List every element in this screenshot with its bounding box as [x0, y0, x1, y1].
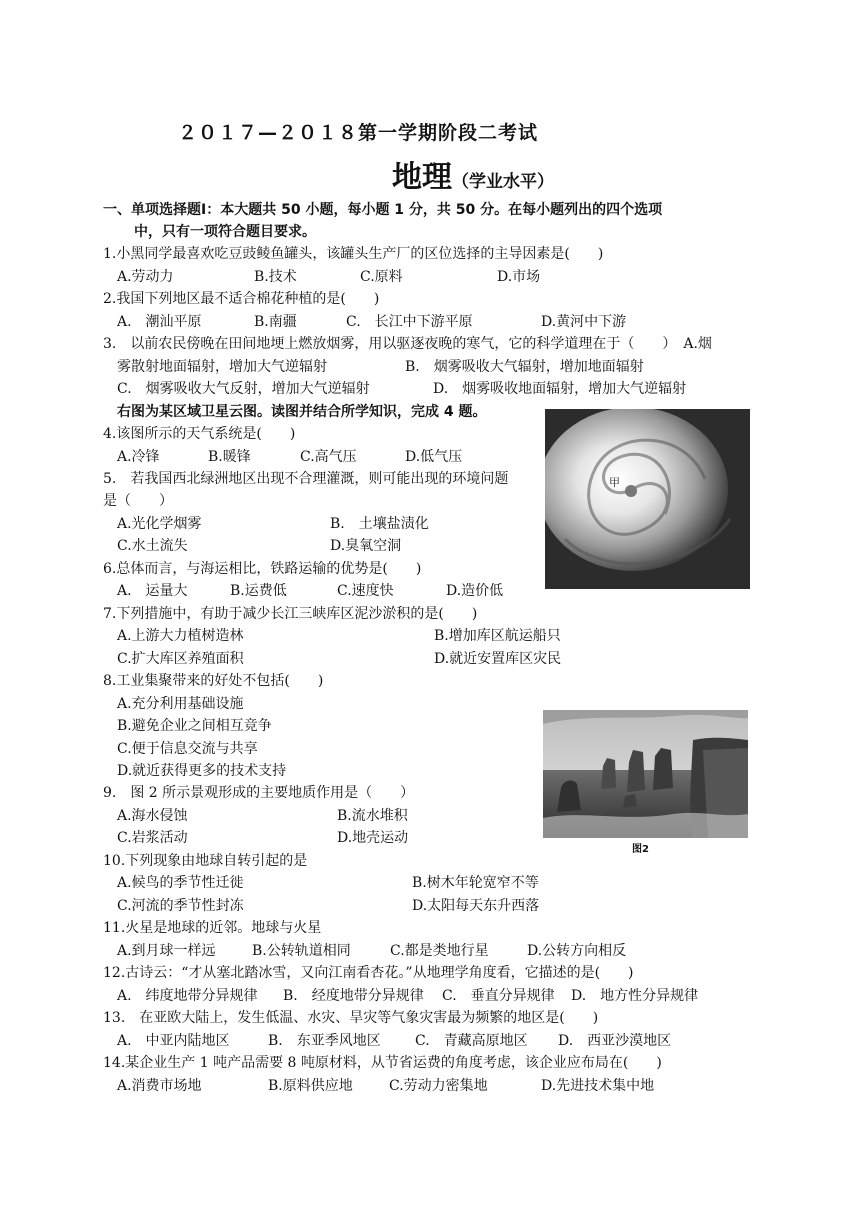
question-2: 2.我国下列地区最不适合棉花种植的是( ) [103, 291, 380, 307]
satellite-cloud-image [545, 409, 750, 589]
q8-option-b: B.避免企业之间相互竞争 [117, 718, 272, 734]
q9-option-d: D.地壳运动 [337, 830, 409, 846]
q5-option-a: A.光化学烟雾 [117, 516, 202, 532]
coastal-landscape-image [543, 710, 748, 838]
q13-option-d: D. 西亚沙漠地区 [558, 1033, 672, 1049]
question-10: 10.下列现象由地球自转引起的是 [103, 853, 308, 869]
q9-option-b: B.流水堆积 [337, 808, 408, 824]
q4-option-d: D.低气压 [405, 449, 463, 465]
subject-name: 地理 [392, 160, 452, 195]
q14-option-c: C.劳动力密集地 [389, 1078, 488, 1094]
typhoon-svg [545, 409, 750, 589]
q8-option-a: A.充分利用基础设施 [117, 696, 244, 712]
q9-option-c: C.岩浆活动 [117, 830, 188, 846]
question-9: 9. 图 2 所示景观形成的主要地质作用是（ ） [103, 785, 415, 801]
q3-option-d: D. 烟雾吸收地面辐射，增加大气逆辐射 [433, 381, 687, 397]
q12-option-a: A. 纬度地带分异规律 [117, 988, 258, 1004]
q2-option-a: A. 潮汕平原 [117, 314, 202, 330]
figure-2-caption: 图2 [632, 844, 649, 855]
q14-option-d: D.先进技术集中地 [541, 1078, 655, 1094]
question-8: 8.工业集聚带来的好处不包括( ) [103, 673, 324, 689]
q4-option-a: A.冷锋 [117, 449, 160, 465]
q3-option-c: C. 烟雾吸收大气反射，增加大气逆辐射 [117, 381, 370, 397]
q10-option-d: D.太阳每天东升西落 [412, 898, 540, 914]
question-14: 14.某企业生产 1 吨产品需要 8 吨原材料，从节省运费的角度考虑，该企业应布局在( ) [103, 1055, 662, 1071]
q7-option-d: D.就近安置库区灾民 [434, 651, 562, 667]
figure-intro: 右图为某区域卫星云图。读图并结合所学知识，完成 4 题。 [117, 404, 487, 420]
sea-stacks-svg [543, 710, 748, 838]
q10-option-c: C.河流的季节性封冻 [117, 898, 244, 914]
section-heading-line1: 一、单项选择题Ⅰ：本大题共 50 小题，每小题 1 分，共 50 分。在每小题列出的四个选项 [103, 202, 663, 218]
q3-option-b: B. 烟雾吸收大气辐射，增加地面辐射 [405, 359, 644, 375]
q1-option-c: C.原料 [360, 269, 403, 285]
q12-option-c: C. 垂直分异规律 [442, 988, 555, 1004]
q8-option-c: C.便于信息交流与共享 [117, 741, 258, 757]
q1-option-d: D.市场 [497, 269, 541, 285]
q12-option-b: B. 经度地带分异规律 [283, 988, 424, 1004]
q5-option-c: C.水土流失 [117, 538, 188, 554]
q4-option-c: C.高气压 [300, 449, 357, 465]
q14-option-b: B.原料供应地 [268, 1078, 353, 1094]
question-6: 6.总体而言，与海运相比，铁路运输的优势是( ) [103, 561, 422, 577]
subject-heading [392, 152, 554, 196]
q7-option-a: A.上游大力植树造林 [117, 628, 244, 644]
q13-option-a: A. 中亚内陆地区 [117, 1033, 230, 1049]
q5-option-d: D.臭氧空洞 [330, 538, 402, 554]
q5-option-b: B. 土壤盐渍化 [330, 516, 429, 532]
question-4: 4.该图所示的天气系统是( ) [103, 426, 296, 442]
q1-option-b: B.技术 [254, 269, 297, 285]
q8-option-d: D.就近获得更多的技术支持 [117, 763, 287, 779]
question-3-line1: 3. 以前农民傍晚在田间地埂上燃放烟雾，用以驱逐夜晚的寒气，它的科学道理在于（ ） A.烟 [103, 336, 712, 352]
q1-option-a: A.劳动力 [117, 269, 174, 285]
question-5-line2: 是（ ） [103, 493, 173, 509]
satellite-label: 甲 [609, 476, 620, 489]
question-11: 11.火星是地球的近邻。地球与火星 [103, 920, 322, 936]
subject-note: （学业水平） [452, 172, 554, 192]
q11-option-b: B.公转轨道相同 [252, 943, 351, 959]
q13-option-b: B. 东亚季风地区 [268, 1033, 381, 1049]
question-13: 13. 在亚欧大陆上，发生低温、水灾、旱灾等气象灾害最为频繁的地区是( ) [103, 1010, 599, 1026]
question-1: 1.小黑同学最喜欢吃豆豉鲮鱼罐头，该罐头生产厂的区位选择的主导因素是( ) [103, 246, 604, 262]
q10-option-b: B.树木年轮宽窄不等 [412, 875, 539, 891]
question-7: 7.下列措施中，有助于减少长江三峡库区泥沙淤积的是( ) [103, 606, 478, 622]
q7-option-b: B.增加库区航运船只 [434, 628, 561, 644]
q6-option-d: D.造价低 [446, 583, 504, 599]
q14-option-a: A.消费市场地 [117, 1078, 202, 1094]
q10-option-a: A.候鸟的季节性迁徙 [117, 875, 244, 891]
q4-option-b: B.暖锋 [208, 449, 251, 465]
q3-option-a-cont: 雾散射地面辐射，增加大气逆辐射 [117, 359, 327, 375]
q13-option-c: C. 青藏高原地区 [415, 1033, 528, 1049]
q7-option-c: C.扩大库区养殖面积 [117, 651, 244, 667]
q11-option-a: A.到月球一样远 [117, 943, 216, 959]
q12-option-d: D. 地方性分异规律 [571, 988, 699, 1004]
q2-option-b: B.南疆 [254, 314, 297, 330]
q11-option-c: C.都是类地行星 [390, 943, 489, 959]
question-12: 12.古诗云：“才从塞北踏冰雪，又向江南看杏花。”从地理学角度看，它描述的是( ) [103, 965, 634, 981]
section-heading-line2: 中，只有一项符合题目要求。 [134, 224, 316, 240]
q6-option-a: A. 运量大 [117, 583, 188, 599]
q6-option-c: C.速度快 [337, 583, 394, 599]
question-5-line1: 5. 若我国西北绿洲地区出现不合理灌溉，则可能出现的环境问题 [103, 471, 509, 487]
q6-option-b: B.运费低 [230, 583, 287, 599]
q2-option-d: D.黄河中下游 [541, 314, 627, 330]
q11-option-d: D.公转方向相反 [527, 943, 627, 959]
exam-title: ２０１７—２０１８第一学期阶段二考试 [178, 122, 539, 144]
q2-option-c: C. 长江中下游平原 [346, 314, 473, 330]
q9-option-a: A.海水侵蚀 [117, 808, 188, 824]
